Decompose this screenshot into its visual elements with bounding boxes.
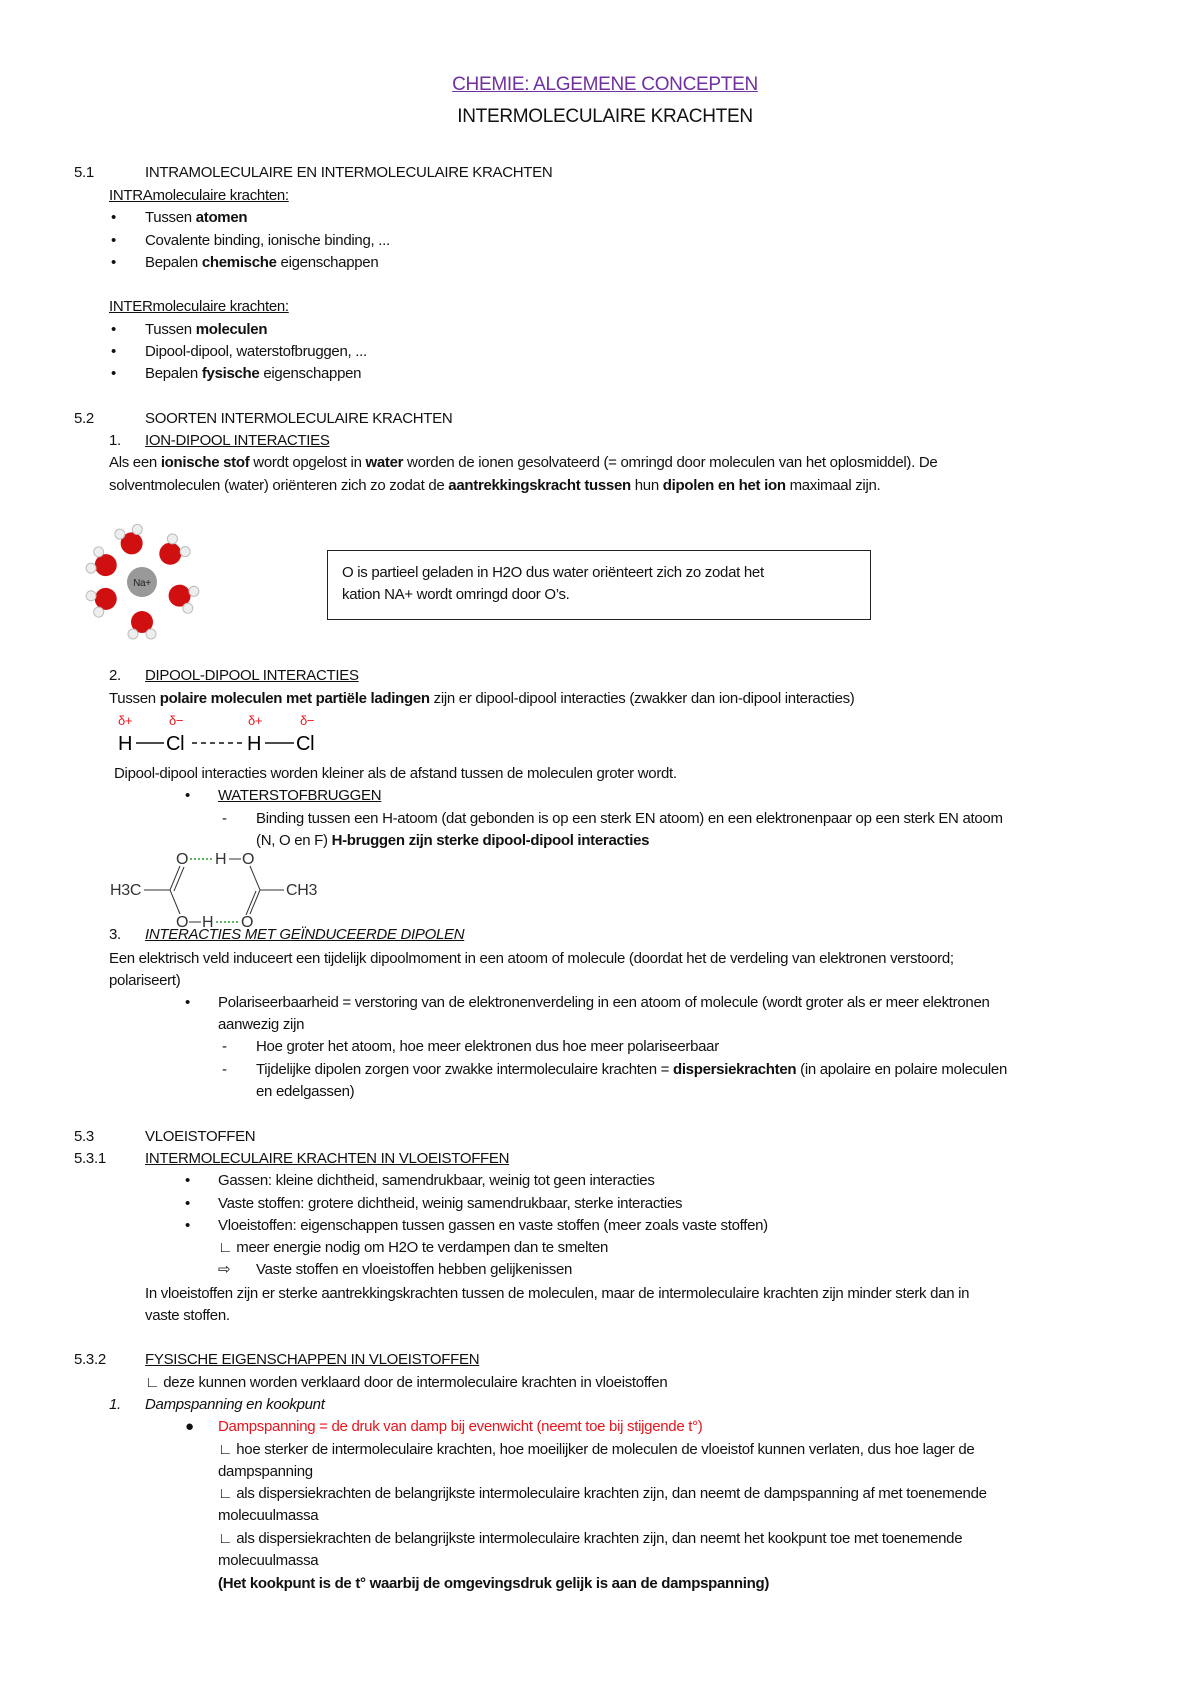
text: eigenschappen bbox=[259, 365, 362, 382]
text: eigenschappen bbox=[276, 254, 379, 271]
note-line: kation NA+ wordt omringd door O’s. bbox=[342, 586, 570, 603]
note-line: Vaste stoffen en vloeistoffen hebben gelijkenissen bbox=[256, 1261, 573, 1278]
list-item bbox=[145, 252, 378, 274]
text: Covalente binding, ionische binding, ... bbox=[145, 232, 390, 249]
document-subtitle: INTERMOLECULAIRE KRACHTEN bbox=[457, 106, 753, 127]
bullet-icon: • bbox=[111, 343, 116, 360]
text: (N, O en F) bbox=[256, 832, 332, 849]
arrow-icon: ⇨ bbox=[218, 1261, 231, 1278]
section-heading: FYSISCHE EIGENSCHAPPEN IN VLOEISTOFFEN bbox=[145, 1351, 480, 1368]
text: Een elektrisch veld induceert een bbox=[109, 950, 324, 967]
bullet-icon: ● bbox=[185, 1418, 194, 1435]
note-line: ∟ meer energie nodig om H2O te verdampen dan te smelten bbox=[218, 1239, 609, 1256]
bullet-icon: • bbox=[185, 994, 190, 1011]
hcl-dipole-diagram bbox=[112, 712, 332, 758]
list-item bbox=[145, 341, 367, 363]
text: Als een bbox=[109, 454, 161, 471]
list-item bbox=[145, 230, 390, 252]
paragraph-line bbox=[109, 475, 880, 497]
hydrogen-label: H bbox=[215, 851, 227, 868]
bold-text: polaire moleculen met partiële ladingen bbox=[159, 690, 430, 707]
bold-text: atomen bbox=[195, 209, 248, 226]
note-line: dampspanning bbox=[218, 1463, 313, 1480]
methyl-label: CH3 bbox=[286, 882, 318, 899]
item-number: 3. bbox=[109, 926, 121, 943]
oxygen-label: O bbox=[176, 914, 189, 930]
paragraph-line bbox=[256, 830, 649, 852]
note-line: ∟ als dispersiekrachten de belangrijkste intermoleculaire krachten zijn, dan neemt het kookpunt toe met toenemende bbox=[218, 1530, 963, 1547]
text: Tijdelijke dipolen zorgen voor zwakke intermoleculaire krachten = bbox=[256, 1061, 673, 1078]
text: (in apolaire en polaire moleculen bbox=[796, 1061, 1008, 1078]
section-heading: SOORTEN INTERMOLECULAIRE KRACHTEN bbox=[145, 410, 453, 427]
paragraph-line: polariseert) bbox=[109, 972, 181, 989]
list-item: Vloeistoffen: eigenschappen tussen gassen en vaste stoffen (meer zoals vaste stoffen) bbox=[218, 1217, 768, 1234]
section-number: 5.3 bbox=[74, 1128, 94, 1145]
methyl-label: H3C bbox=[110, 882, 142, 899]
item-number: 1. bbox=[109, 432, 121, 449]
charge-label: δ− bbox=[169, 713, 184, 728]
list-item: Vaste stoffen: grotere dichtheid, weinig samendrukbaar, sterke interacties bbox=[218, 1195, 683, 1212]
atom-label: H bbox=[247, 733, 262, 755]
list-item bbox=[145, 207, 247, 229]
oxygen-label: O bbox=[241, 914, 254, 930]
charge-label: δ+ bbox=[248, 713, 263, 728]
text: Tussen bbox=[145, 321, 196, 338]
bold-text: chemische bbox=[201, 254, 277, 271]
dash-icon: - bbox=[222, 1061, 227, 1078]
bold-text: dipolen en het ion bbox=[662, 477, 786, 494]
bold-text: H-bruggen zijn sterke dipool-dipool interacties bbox=[331, 832, 650, 849]
subheading: WATERSTOFBRUGGEN bbox=[218, 787, 382, 804]
bold-note: (Het kookpunt is de t° waarbij de omgevingsdruk gelijk is aan de dampspanning) bbox=[218, 1575, 770, 1592]
text: Bepalen bbox=[145, 254, 202, 271]
paragraph-line bbox=[109, 948, 954, 970]
paragraph-line: vaste stoffen. bbox=[145, 1307, 230, 1324]
paragraph-line: Dipool-dipool interacties worden kleiner als de afstand tussen de moleculen groter wordt. bbox=[114, 765, 677, 782]
list-item: Gassen: kleine dichtheid, samendrukbaar, weinig tot geen interacties bbox=[218, 1172, 655, 1189]
text: wordt opgelost in bbox=[249, 454, 366, 471]
bullet-icon: • bbox=[185, 1217, 190, 1234]
atom-label: Cl bbox=[296, 733, 315, 755]
bullet-icon: • bbox=[111, 209, 116, 226]
subheading: INTRAmoleculaire krachten: bbox=[109, 187, 289, 204]
document-title: CHEMIE: ALGEMENE CONCEPTEN bbox=[452, 74, 758, 95]
text: hun bbox=[630, 477, 663, 494]
oxygen-label: O bbox=[176, 851, 189, 868]
note-line: molecuulmassa bbox=[218, 1552, 319, 1569]
section-heading: INTERMOLECULAIRE KRACHTEN IN VLOEISTOFFEN bbox=[145, 1150, 510, 1167]
subheading: INTERmoleculaire krachten: bbox=[109, 298, 289, 315]
section-number: 5.3.2 bbox=[74, 1351, 106, 1368]
sodium-solvation-diagram bbox=[80, 520, 205, 645]
paragraph-line bbox=[109, 688, 855, 710]
text: tijdelijk dipoolmoment in een atoom of molecule (doordat het de verdeling van elektronen verstoord; bbox=[323, 950, 954, 967]
text: Dipool-dipool, waterstofbruggen, ... bbox=[145, 343, 367, 360]
bullet-icon: • bbox=[185, 1172, 190, 1189]
note-line: molecuulmassa bbox=[218, 1507, 319, 1524]
text: Tussen bbox=[145, 209, 196, 226]
note-box bbox=[327, 550, 871, 620]
bold-text: aantrekkingskracht tussen bbox=[448, 477, 631, 494]
list-item bbox=[145, 319, 267, 341]
bullet-icon: • bbox=[185, 1195, 190, 1212]
bold-text: moleculen bbox=[195, 321, 268, 338]
bold-text: dispersiekrachten bbox=[672, 1061, 797, 1078]
text: Tussen bbox=[109, 690, 160, 707]
section-number: 5.3.1 bbox=[74, 1150, 106, 1167]
paragraph-line: In vloeistoffen zijn er sterke aantrekkingskrachten tussen de moleculen, maar de intermoleculaire krachten zijn minder sterk dan in bbox=[145, 1285, 970, 1302]
paragraph-line bbox=[256, 1059, 1007, 1081]
paragraph-line: Hoe groter het atoom, hoe meer elektronen dus hoe meer polariseerbaar bbox=[256, 1038, 719, 1055]
item-title: DIPOOL-DIPOOL INTERACTIES bbox=[145, 667, 359, 684]
definition-line: Dampspanning = de druk van damp bij evenwicht (neemt toe bij stijgende t°) bbox=[218, 1418, 703, 1435]
text: worden de ionen gesolvateerd (= omringd door moleculen van het oplosmiddel). De bbox=[403, 454, 938, 471]
bold-text: fysische bbox=[201, 365, 260, 382]
paragraph-line: Polariseerbaarheid = verstoring van de elektronenverdeling in een atoom of molecule (wordt groter als er meer elektronen bbox=[218, 994, 990, 1011]
text: Bepalen bbox=[145, 365, 202, 382]
atom-label: Cl bbox=[166, 733, 185, 755]
charge-label: δ− bbox=[300, 713, 315, 728]
bold-text: ionische stof bbox=[160, 454, 250, 471]
note-line: ∟ deze kunnen worden verklaard door de intermoleculaire krachten in vloeistoffen bbox=[145, 1374, 668, 1391]
atom-label: H bbox=[118, 733, 133, 755]
bullet-icon: • bbox=[185, 787, 190, 804]
item-title: Dampspanning en kookpunt bbox=[145, 1396, 325, 1413]
paragraph-line: en edelgassen) bbox=[256, 1083, 355, 1100]
paragraph-line: aanwezig zijn bbox=[218, 1016, 305, 1033]
paragraph-line: Binding tussen een H-atoom (dat gebonden is op een sterk EN atoom) en een elektronenpaar op een sterk EN atoom bbox=[256, 810, 1003, 827]
text: maximaal zijn. bbox=[785, 477, 881, 494]
item-title: INTERACTIES MET GEÏNDUCEERDE DIPOLEN bbox=[145, 926, 465, 943]
hydrogen-label: H bbox=[202, 914, 214, 930]
oxygen-label: O bbox=[242, 851, 255, 868]
list-item bbox=[145, 363, 361, 385]
section-number: 5.1 bbox=[74, 164, 94, 181]
note-line: ∟ hoe sterker de intermoleculaire krachten, hoe moeilijker de moleculen de vloeistof kunnen verlaten, dus hoe lager de bbox=[218, 1441, 975, 1458]
paragraph-line bbox=[109, 452, 937, 474]
note-line: ∟ als dispersiekrachten de belangrijkste intermoleculaire krachten zijn, dan neemt de dampspanning af met toenemende bbox=[218, 1485, 987, 1502]
bullet-icon: • bbox=[111, 321, 116, 338]
item-title: ION-DIPOOL INTERACTIES bbox=[145, 432, 330, 449]
bullet-icon: • bbox=[111, 232, 116, 249]
note-line: O is partieel geladen in H2O dus water oriënteert zich zo zodat het bbox=[342, 564, 764, 581]
dash-icon: - bbox=[222, 1038, 227, 1055]
dash-icon: - bbox=[222, 810, 227, 827]
bullet-icon: • bbox=[111, 365, 116, 382]
item-number: 1. bbox=[109, 1396, 121, 1413]
text: solventmoleculen (water) oriënteren zich zo zodat de bbox=[109, 477, 449, 494]
acetic-acid-dimer-diagram bbox=[108, 850, 338, 930]
ion-label: Na+ bbox=[133, 578, 151, 589]
section-number: 5.2 bbox=[74, 410, 94, 427]
charge-label: δ+ bbox=[118, 713, 133, 728]
section-heading: INTRAMOLECULAIRE EN INTERMOLECULAIRE KRACHTEN bbox=[145, 164, 553, 181]
section-heading: VLOEISTOFFEN bbox=[145, 1128, 256, 1145]
item-number: 2. bbox=[109, 667, 121, 684]
text: zijn er dipool-dipool interacties (zwakker dan ion-dipool interacties) bbox=[429, 690, 855, 707]
bullet-icon: • bbox=[111, 254, 116, 271]
bold-text: water bbox=[365, 454, 404, 471]
